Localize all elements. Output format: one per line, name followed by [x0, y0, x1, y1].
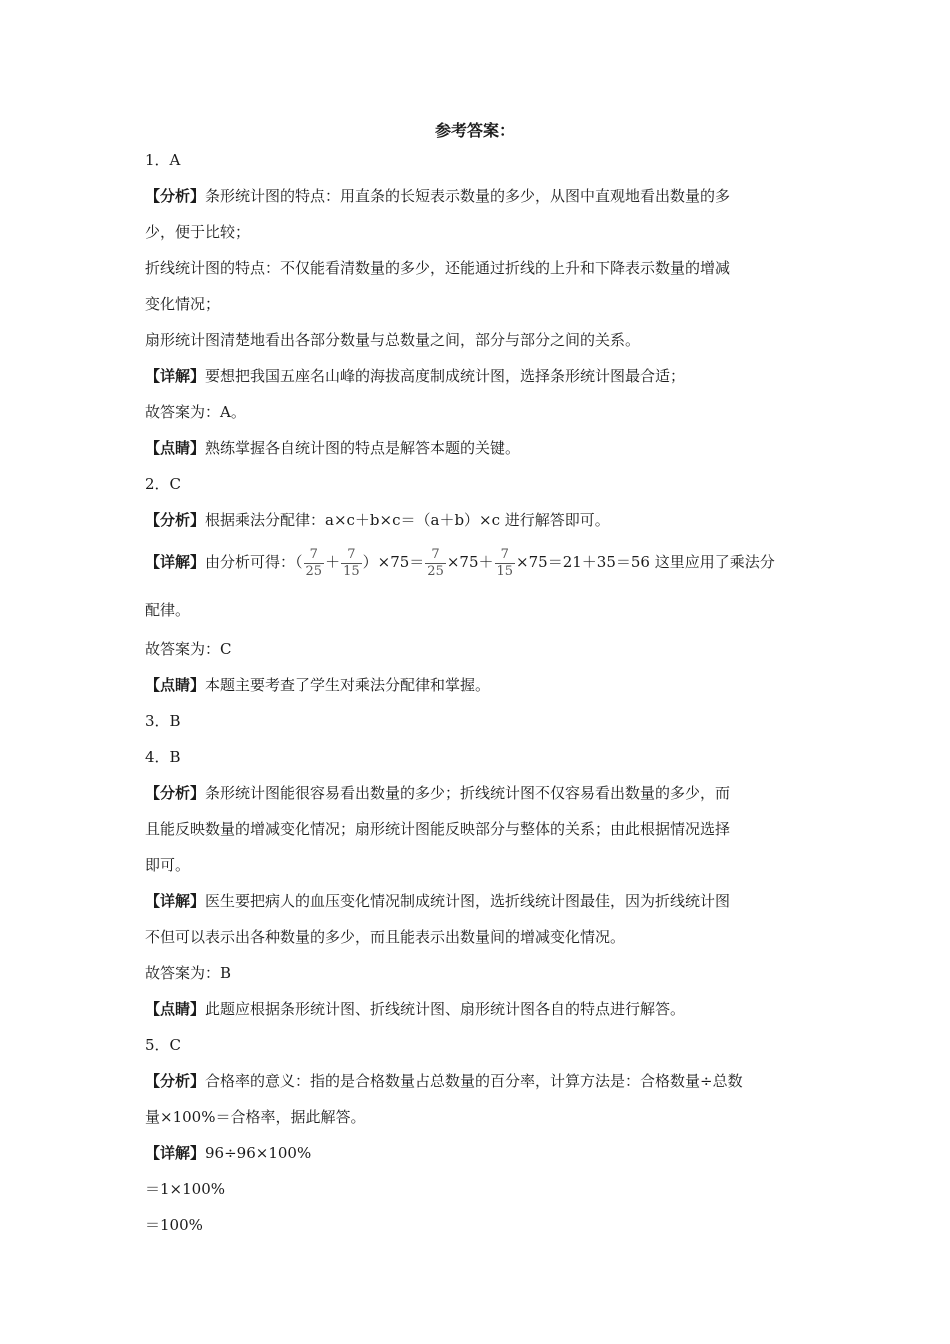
fraction-1-numerator: 7	[309, 546, 318, 562]
page-title: 参考答案：	[434, 121, 515, 140]
q2-analysis-line	[145, 502, 813, 538]
comment-tag: 【点睛】	[145, 439, 206, 457]
q5-detail-line-1	[145, 1135, 813, 1171]
q1-detail-text: 要想把我国五座名山峰的海拔高度制成统计图，选择条形统计图最合适；	[205, 367, 686, 385]
detail-tag: 【详解】	[145, 1144, 206, 1162]
q4-analysis-text-1: 条形统计图能很容易看出数量的多少；折线统计图不仅容易看出数量的多少，而	[205, 784, 731, 802]
q2-detail-pre: 由分析可得：（	[205, 553, 303, 571]
fraction-1-denominator: 25	[305, 563, 323, 579]
detail-tag: 【详解】	[145, 367, 206, 385]
q4-detail-line-1	[145, 883, 813, 919]
q4-answer: 故答案为：B	[145, 964, 232, 982]
q2-analysis-text: 根据乘法分配律：a×c＋b×c＝（a＋b）×c 进行解答即可。	[205, 511, 610, 529]
analysis-tag: 【分析】	[145, 1072, 206, 1090]
q4-comment-text: 此题应根据条形统计图、折线统计图、扇形统计图各自的特点进行解答。	[205, 1000, 686, 1018]
q2-detail-mid: ）×75＝	[362, 553, 425, 571]
analysis-tag: 【分析】	[145, 511, 206, 529]
fraction-2-denominator: 15	[343, 563, 360, 579]
q3-head: 3．B	[145, 712, 181, 730]
fraction-2	[341, 547, 362, 579]
q1-analysis-text-1: 条形统计图的特点：用直条的长短表示数量的多少，从图中直观地看出数量的多	[205, 187, 731, 205]
analysis-tag: 【分析】	[145, 784, 206, 802]
q1-comment-line	[145, 430, 813, 466]
detail-tag: 【详解】	[145, 553, 206, 571]
q1-analysis-line-1	[145, 178, 813, 214]
q4-comment-line	[145, 991, 813, 1027]
fraction-3-numerator: 7	[431, 546, 440, 562]
q4-analysis-line-1	[145, 775, 813, 811]
q5-detail-line-2: ＝1×100%	[145, 1180, 225, 1198]
comment-tag: 【点睛】	[145, 1000, 206, 1018]
fraction-3-denominator: 25	[427, 563, 444, 579]
q1-head: 1．A	[145, 151, 181, 169]
q1-analysis-line-5: 扇形统计图清楚地看出各部分数量与总数量之间，部分与部分之间的关系。	[145, 331, 641, 349]
q1-detail-line	[145, 358, 813, 394]
fraction-3	[425, 547, 446, 579]
q5-analysis-text-1: 合格率的意义：指的是合格数量占总数量的百分率，计算方法是：合格数量÷总数	[205, 1072, 743, 1090]
q2-head: 2．C	[145, 475, 182, 493]
fraction-2-numerator: 7	[347, 546, 356, 562]
q1-answer: 故答案为：A。	[145, 403, 246, 421]
q1-analysis-line-4: 变化情况；	[145, 295, 221, 313]
fraction-4	[495, 547, 516, 579]
q4-analysis-line-2: 且能反映数量的增减变化情况；扇形统计图能反映部分与整体的关系；由此根据情况选择	[145, 820, 731, 838]
q2-detail-tail: ×75＝21＋35＝56 这里应用了乘法分	[516, 553, 775, 571]
answers-body	[145, 142, 813, 1243]
fraction-4-denominator: 15	[496, 563, 514, 579]
q2-answer: 故答案为：C	[145, 640, 232, 658]
q5-analysis-line-1	[145, 1063, 813, 1099]
q2-detail-line-2: 配律。	[145, 601, 191, 619]
analysis-tag: 【分析】	[145, 187, 206, 205]
q4-detail-text-1: 医生要把病人的血压变化情况制成统计图，选折线统计图最佳，因为折线统计图	[205, 892, 731, 910]
q5-head: 5．C	[145, 1036, 182, 1054]
q4-analysis-line-3: 即可。	[145, 856, 191, 874]
fraction-4-numerator: 7	[500, 546, 509, 562]
q2-detail-mid2: ×75＋	[446, 553, 494, 571]
q4-detail-line-2: 不但可以表示出各种数量的多少，而且能表示出数量间的增减变化情况。	[145, 928, 626, 946]
q2-detail-formula	[145, 539, 813, 586]
detail-tag: 【详解】	[145, 892, 206, 910]
q5-detail-line-3: ＝100%	[145, 1216, 203, 1234]
q4-head: 4．B	[145, 748, 181, 766]
q1-analysis-line-3: 折线统计图的特点：不仅能看清数量的多少，还能通过折线的上升和下降表示数量的增减	[145, 259, 731, 277]
q1-analysis-line-2: 少，便于比较；	[145, 223, 251, 241]
fraction-1	[304, 547, 325, 579]
q5-analysis-line-2: 量×100%＝合格率，据此解答。	[145, 1108, 366, 1126]
comment-tag: 【点睛】	[145, 676, 206, 694]
q1-comment-text: 熟练掌握各自统计图的特点是解答本题的关键。	[205, 439, 521, 457]
plus-sign: ＋	[325, 553, 341, 571]
q5-detail-text-1: 96÷96×100%	[205, 1144, 312, 1162]
q2-comment-line	[145, 667, 813, 703]
q2-comment-text: 本题主要考查了学生对乘法分配律和掌握。	[205, 676, 491, 694]
